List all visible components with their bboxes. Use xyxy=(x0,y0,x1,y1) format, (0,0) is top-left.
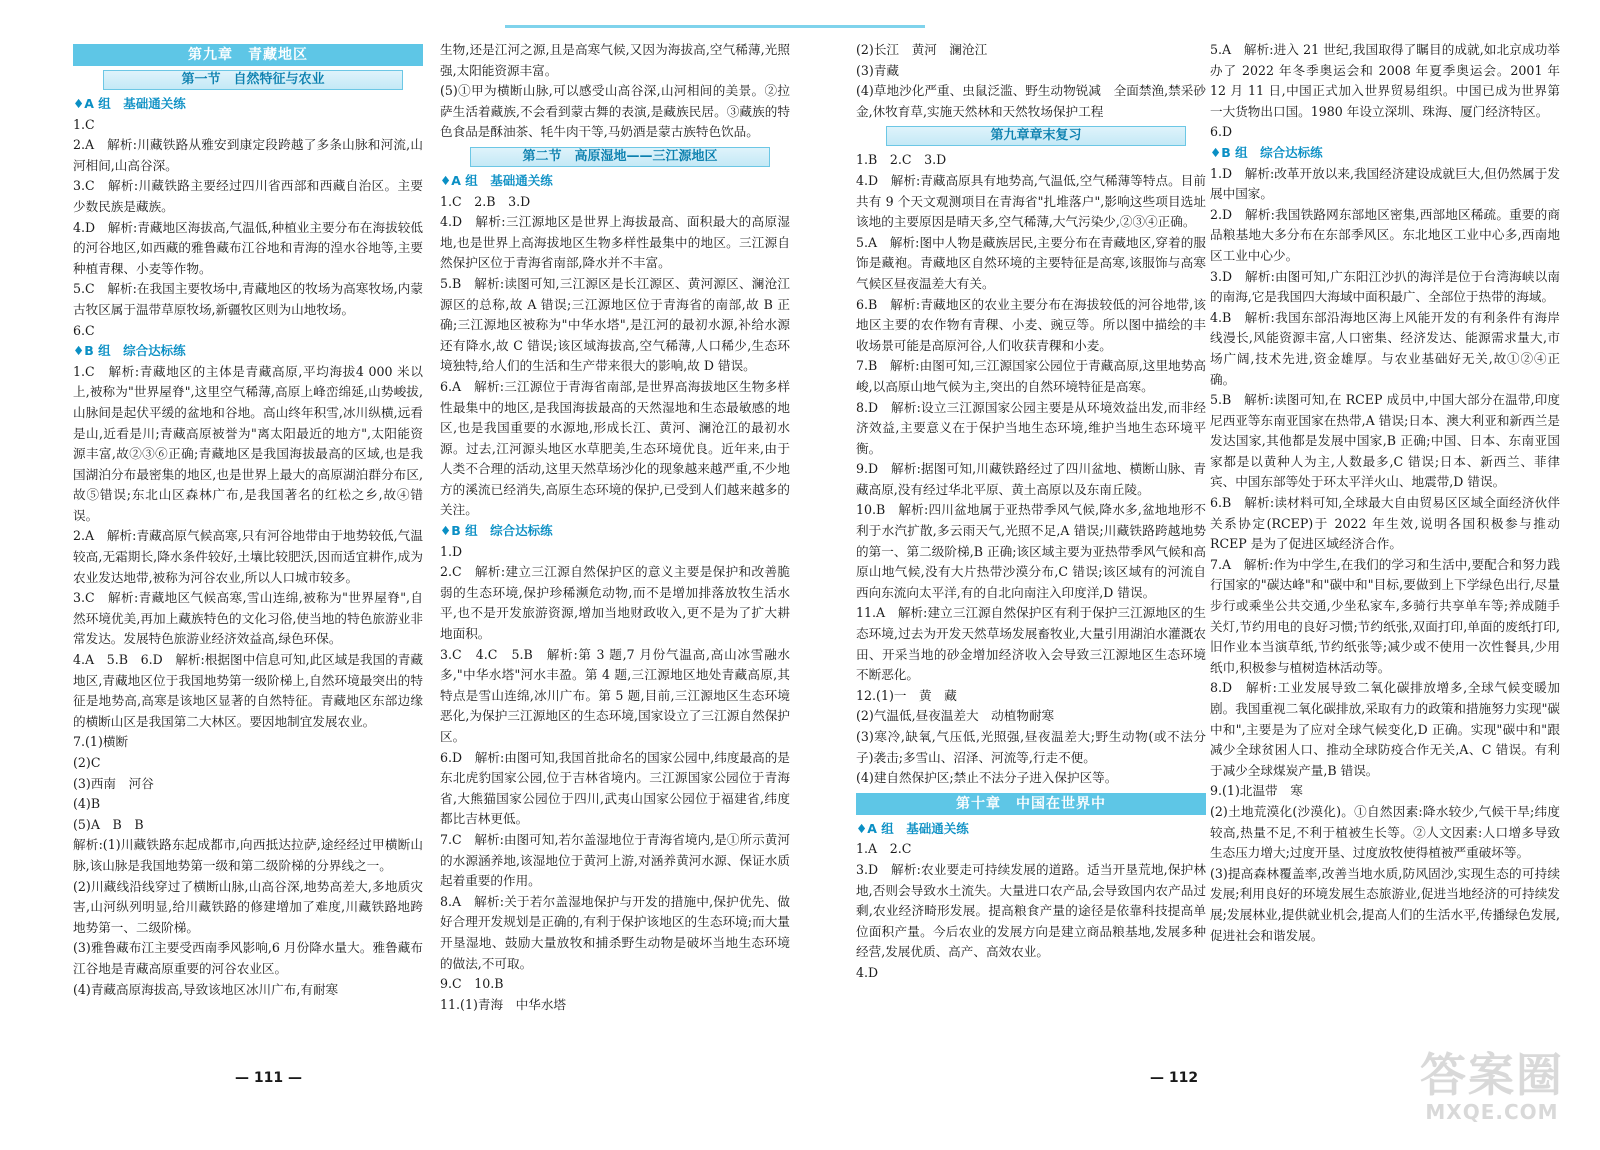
answer-paragraph: 4.A 5.B 6.D 解析:根据图中信息可知,此区域是我国的青藏地区,青藏地区位于我国地势第一级阶梯上,自然环境最突出的特征是地势高,高寒是该地区显著的自然特征。青藏地区东部边缘的横断山区是我国第二大林区。要因地制宜发展农业。 xyxy=(73,652,423,729)
answer-paragraph: (3)青藏 xyxy=(856,62,900,78)
answer-paragraph: 1.A 2.C xyxy=(856,841,912,857)
answer-paragraph: 6.A 解析:三江源位于青海省南部,是世界高海拔地区生物多样性最集中的地区,是我国海拔最高的天然湿地和生态最敏感的地区,也是我国重要的水源地,形成长江、黄河、澜沧江的最初水源。过去,江河源头地区水草肥美,生态环境优良。近年来,由于人类不合理的活动,这里天然草场沙化的现象越来越严重,不少地方的溪流已经消失,高原生态环境的保护,已受到人们越来越多的关注。 xyxy=(440,378,790,518)
answer-paragraph: 1.C 2.B 3.D xyxy=(440,193,531,209)
chapter-banner: 第十章 中国在世界中 xyxy=(856,793,1206,815)
answer-paragraph: 2.D 解析:我国铁路网东部地区密集,西部地区稀疏。重要的商品粮基地大多分布在东部季风区。东北地区工业中心多,西南地区工业中心少。 xyxy=(1210,206,1560,263)
answer-paragraph: (4)青藏高原海拔高,导致该地区冰川广布,有耐寒 xyxy=(73,981,339,997)
answer-paragraph: 生物,还是江河之源,且是高寒气候,又因为海拔高,空气稀薄,光照强,太阳能资源丰富。 xyxy=(440,42,790,78)
top-decorative-line xyxy=(505,25,925,28)
answer-paragraph: 6.C xyxy=(73,322,95,338)
answer-paragraph: 解析:(1)川藏铁路东起成都市,向西抵达拉萨,途经经过甲横断山脉,该山脉是我国地势第一级和第二级阶梯的分界线之一。 xyxy=(73,837,423,873)
answer-paragraph: 8.D 解析:工业发展导致二氧化碳排放增多,全球气候变暖加剧。我国重视二氧化碳排放,采取有力的政策和措施努力实现"碳中和",主要是为了应对全球气候变化,D 正确。实现"碳中和"跟减少全球贫困人口、推动全球防疫合作无关,A、C 错误。有利于减少全球煤炭产量,B 错误。 xyxy=(1210,680,1560,778)
group-heading: ♦A 组 基础通关练 xyxy=(856,820,969,836)
answer-paragraph: 6.D 解析:由图可知,我国首批命名的国家公园中,纬度最高的是东北虎豹国家公园,位于吉林省境内。三江源国家公园位于青海省,大熊猫国家公园位于四川,武夷山国家公园位于福建省,纬度都比吉林更低。 xyxy=(440,749,790,827)
answer-paragraph: 7.(1)横断 xyxy=(73,734,129,750)
group-heading: ♦A 组 基础通关练 xyxy=(440,172,553,188)
section-heading: 第一节 自然特征与农业 xyxy=(103,70,403,90)
answer-paragraph: (4)建自然保护区;禁止不法分子进入保护区等。 xyxy=(856,770,1118,786)
answer-paragraph: 11.(1)青海 中华水塔 xyxy=(440,996,567,1012)
answer-paragraph: 4.D 解析:青藏地区海拔高,气温低,种植业主要分布在海拔较低的河谷地区,如西藏的雅鲁藏布江谷地和青海的湟水谷地等,主要种植青稞、小麦等作物。 xyxy=(73,219,423,276)
answer-paragraph: 2.A 解析:青藏高原气候高寒,只有河谷地带由于地势较低,气温较高,无霜期长,降水条件较好,土壤比较肥沃,因而适宜耕作,成为农业发达地带,被称为河谷农业,所以人口城市较多。 xyxy=(73,528,423,585)
answer-paragraph: 10.B 解析:四川盆地属于亚热带季风气候,降水多,盆地地形不利于水汽扩散,多云雨天气,光照不足,A 错误;川藏铁路跨越地势的第一、第二级阶梯,B 正确;该区域主要为亚热带季风气候和高原山地气候,没有大片热带沙漠分布,C 错误;该区域有的河流自西向东流向太平洋,有的自北向南注入印度洋,D 错误。 xyxy=(856,502,1206,600)
answer-paragraph: (3)雅鲁藏布江主要受西南季风影响,6 月份降水量大。雅鲁藏布江谷地是青藏高原重要的河谷农业区。 xyxy=(73,940,423,976)
section-heading: 第二节 高原湿地——三江源地区 xyxy=(470,147,770,167)
answer-paragraph: (5)A B B xyxy=(73,816,144,832)
answer-paragraph: 3.D 解析:由图可知,广东阳江沙扒的海洋是位于台湾海峡以南的南海,它是我国四大海域中面积最广、全部位于热带的海域。 xyxy=(1210,268,1560,305)
column-1 xyxy=(73,40,423,1000)
answer-paragraph: 2.C 解析:建立三江源自然保护区的意义主要是保护和改善脆弱的生态环境,保护珍稀濒危动物,而不是增加排落放牧生活水平,也不是开发旅游资源,增加当地财政收入,更不是为了扩大耕地面积。 xyxy=(440,564,790,642)
answer-paragraph: (4)草地沙化严重、虫鼠泛滥、野生动物锐减 全面禁渔,禁采砂金,休牧育草,实施天然林和天然牧场保护工程 xyxy=(856,83,1206,119)
answer-paragraph: 5.C 解析:在我国主要牧场中,青藏地区的牧场为高寒牧场,内蒙古牧区属于温带草原牧场,新疆牧区则为山地牧场。 xyxy=(73,281,423,317)
answer-paragraph: 3.D 解析:农业要走可持续发展的道路。适当开垦荒地,保护林地,否则会导致水土流失。大量进口农产品,会导致国内农产品过剩,农业经济畸形发展。提高粮食产量的途径是依靠科技提高单位面积产量。今后农业的发展方向是建立商品粮基地,发展多种经营,发展优质、高产、高效农业。 xyxy=(856,861,1206,960)
answer-paragraph: 11.A 解析:建立三江源自然保护区有利于保护三江源地区的生态环境,过去为开发天然草场发展畜牧业,大量引用湖泊水灌溉农田、开采当地的砂金增加经济收入会导致三江源地区生态环境不断恶化。 xyxy=(856,605,1206,683)
answer-paragraph: 1.C 解析:青藏地区的主体是青藏高原,平均海拔4 000 米以上,被称为"世界屋脊",这里空气稀薄,高原上峰峦绵延,山势峻拔,山脉间是起伏平缓的盆地和谷地。高山终年积雪,冰川纵横,远看是山,近看是川;青藏高原被誉为"离太阳最近的地方",太阳能资源丰富,故②③⑥正确;青藏地区是我国海拔最高的区域,也是我国湖泊分布最密集的地区,也是世界上最大的高原湖泊群分布区,故⑤错误;东北山区森林广布,是我国著名的红松之乡,故④错误。 xyxy=(73,363,423,523)
chapter-banner: 第九章 青藏地区 xyxy=(73,44,423,66)
answer-paragraph: 8.A 解析:关于若尔盖湿地保护与开发的措施中,保护优先、做好合理开发规划是正确的,有利于保护该地区的生态环境;而大量开垦湿地、鼓励大量放牧和捕杀野生动物是破坏当地生态环境的做法,不可取。 xyxy=(440,893,790,971)
answer-paragraph: 5.B 解析:读图可知,三江源区是长江源区、黄河源区、澜沧江源区的总称,故 A 错误;三江源地区位于青海省的南部,故 B 正确;三江源地区被称为"中华水塔",是江河的最初水源,补给水源还有降水,故 C 错误;该区域海拔高,空气稀薄,人口稀少,生态环境独特,给人们的生活和生产带来很大的影响,故 D 错误。 xyxy=(440,275,790,374)
answer-paragraph: (3)寒冷,缺氧,气压低,光照强,昼夜温差大;野生动物(或不法分子)袭击;多雪山、沼泽、河流等,行走不便。 xyxy=(856,729,1206,765)
answer-paragraph: 4.D 解析:三江源地区是世界上海拔最高、面积最大的高原湿地,也是世界上高海拔地区生物多样性最集中的地区。三江源自然保护区位于青海省南部,降水并不丰富。 xyxy=(440,214,790,271)
answer-paragraph: 7.B 解析:由图可知,三江源国家公园位于青藏高原,这里地势高峻,以高原山地气候为主,突出的自然环境特征是高寒。 xyxy=(856,358,1206,394)
answer-paragraph: (2)气温低,昼夜温差大 动植物耐寒 xyxy=(856,708,1055,724)
answer-paragraph: 6.D xyxy=(1210,124,1233,140)
group-heading: ♦A 组 基础通关练 xyxy=(73,96,186,111)
answer-paragraph: 1.D xyxy=(440,543,463,559)
answer-paragraph: (2)土地荒漠化(沙漠化)。①自然因素:降水较少,气候干旱;纬度较高,热量不足,不利于植被生长等。②人文因素:人口增多导致生态压力增大;过度开垦、过度放牧使得植被严重破坏等。 xyxy=(1210,803,1560,861)
answer-paragraph: 7.C 解析:由图可知,若尔盖湿地位于青海省境内,是①所示黄河的水源涵养地,该湿地位于黄河上游,对涵养黄河水源、保证水质起着重要的作用。 xyxy=(440,831,790,889)
group-heading: ♦B 组 综合达标练 xyxy=(440,523,553,539)
answer-paragraph: (4)B xyxy=(73,796,101,812)
answer-paragraph: (2)C xyxy=(73,755,101,770)
answer-paragraph: 6.B 解析:青藏地区的农业主要分布在海拔较低的河谷地带,该地区主要的农作物有青稞、小麦、豌豆等。所以图中描绘的丰收场景可能是高原河谷,人们收获青稞和小麦。 xyxy=(856,296,1206,353)
answer-paragraph: (3)提高森林覆盖率,改善当地水质,防风固沙,实现生态的可持续发展;利用良好的环境发展生态旅游业,促进当地经济的可持续发展;发展林业,提供就业机会,提高人们的生活水平,传播绿色发展,促进社会和谐发展。 xyxy=(1210,865,1560,943)
answer-paragraph: 8.D 解析:设立三江源国家公园主要是从环境效益出发,而非经济效益,主要意义在于保护当地生态环境,维护当地生态环境平衡。 xyxy=(856,399,1206,456)
page-number-right: — 112 xyxy=(1150,1070,1199,1086)
answer-paragraph: 5.B 解析:读图可知,在 RCEP 成员中,中国大部分在温带,印度尼西亚等东南亚国家在热带,A 错误;日本、澳大利亚和新西兰是发达国家,其他都是发展中国家,B 正确;中国、日本、东南亚国家都是以黄种人为主,人数最多,C 错误;日本、新西兰、菲律宾、中国东部等处于环太平洋火山、地震带,D 错误。 xyxy=(1210,392,1560,490)
answer-paragraph: 3.C 解析:川藏铁路主要经过四川省西部和西藏自治区。主要少数民族是藏族。 xyxy=(73,178,423,214)
answer-paragraph: 9.D 解析:据图可知,川藏铁路经过了四川盆地、横断山脉、青藏高原,没有经过华北平原、黄土高原以及东南丘陵。 xyxy=(856,461,1206,497)
column-2 xyxy=(440,40,790,1015)
column-3 xyxy=(856,40,1206,984)
watermark-url: MXQE.COM xyxy=(1425,1100,1559,1124)
answer-paragraph: 2.A 解析:川藏铁路从雅安到康定段跨越了多条山脉和河流,山河相间,山高谷深。 xyxy=(73,137,423,173)
answer-paragraph: 1.C xyxy=(73,116,95,132)
answer-paragraph: 3.C 4.C 5.B 解析:第 3 题,7 月份气温高,高山冰雪融水多,"中华水塔"河水丰盈。第 4 题,三江源地区地处青藏高原,其特点是雪山连绵,冰川广布。第 5 题,目前,三江源地区生态环境恶化,为保护三江源地区的生态环境,国家设立了三江源自然保护区。 xyxy=(440,646,790,744)
answer-paragraph: 4.B 解析:我国东部沿海地区海上风能开发的有利条件有海岸线漫长,风能资源丰富,人口密集、经济发达、能源需求量大,市场广阔,技术先进,资金雄厚。与农业基础好无关,故①②④正确。 xyxy=(1210,309,1560,387)
answer-paragraph: (2)川藏线沿线穿过了横断山脉,山高谷深,地势高差大,多地质灾害,山河纵列明显,给川藏铁路的修建增加了难度,川藏铁路地跨地势第一、二级阶梯。 xyxy=(73,878,423,935)
group-heading: ♦B 组 综合达标练 xyxy=(73,343,186,359)
column-4 xyxy=(1210,40,1560,946)
answer-paragraph: 5.A 解析:进入 21 世纪,我国取得了瞩目的成就,如北京成功举办了 2022 年冬季奥运会和 2008 年夏季奥运会。2001 年 12 月 11 日,中国正式加入世界贸易组织。中国已成为世界第一大货物出口国。1980 年设立深圳、珠海、厦门经济特区。 xyxy=(1210,42,1560,119)
answer-paragraph: 4.D xyxy=(856,964,879,980)
answer-paragraph: 1.D 解析:改革开放以来,我国经济建设成就巨大,但仍然属于发展中国家。 xyxy=(1210,165,1560,202)
answer-paragraph: 4.D 解析:青藏高原具有地势高,气温低,空气稀薄等特点。目前共有 9 个天文观测项目在青海省"扎堆落户",影响这些项目选址该地的主要原因是晴天多,空气稀薄,大气污染少,②③④正确。 xyxy=(856,172,1206,230)
answer-paragraph: (2)长江 黄河 澜沧江 xyxy=(856,42,988,57)
answer-paragraph: 12.(1)一 黄 藏 xyxy=(856,687,957,703)
answer-paragraph: 7.A 解析:作为中学生,在我们的学习和生活中,要配合和努力践行国家的"碳达峰"和"碳中和"目标,要做到上下学绿色出行,尽量步行或乘坐公共交通,少坐私家车,多骑行共享单车等;养成随手关灯,节约用电的良好习惯;节约纸张,双面打印,单面的废纸打印,旧作业本当演草纸,节约纸张等;减少或不使用一次性餐具,少用纸巾,积极参与植树造林活动等。 xyxy=(1210,556,1560,675)
answer-paragraph: 9.(1)北温带 寒 xyxy=(1210,783,1303,799)
answer-paragraph: 9.C 10.B xyxy=(440,976,504,992)
answer-paragraph: 5.A 解析:图中人物是藏族居民,主要分布在青藏地区,穿着的服饰是藏袍。青藏地区自然环境的主要特征是高寒,该服饰与高寒气候区昼夜温差大有关。 xyxy=(856,234,1206,291)
answer-paragraph: (3)西南 河谷 xyxy=(73,775,154,791)
group-heading: ♦B 组 综合达标练 xyxy=(1210,144,1323,160)
answer-paragraph: 6.B 解析:读材料可知,全球最大自由贸易区区域全面经济伙伴关系协定(RCEP)于 2022 年生效,说明各国积极参与推动 RCEP 是为了促进区域经济合作。 xyxy=(1210,495,1560,552)
page-number-left: — 111 — xyxy=(235,1070,302,1086)
answer-paragraph: (5)①甲为横断山脉,可以感受山高谷深,山河相间的美景。②拉萨生活着藏族,不会看到蒙古舞的表演,是藏族民居。③藏族的特色食品是酥油茶、牦牛肉干等,马奶酒是蒙古族特色饮品。 xyxy=(440,83,790,140)
section-heading: 第九章章末复习 xyxy=(886,126,1186,146)
answer-paragraph: 3.C 解析:青藏地区气候高寒,雪山连绵,被称为"世界屋脊",自然环境优美,再加上藏族特色的文化习俗,使当地的特色旅游业非常发达。发展特色旅游业经济效益高,绿色环保。 xyxy=(73,590,423,647)
answer-paragraph: 1.B 2.C 3.D xyxy=(856,152,947,168)
watermark-logo xyxy=(1420,1050,1564,1124)
watermark-text: 答案圈 xyxy=(1420,1048,1564,1102)
